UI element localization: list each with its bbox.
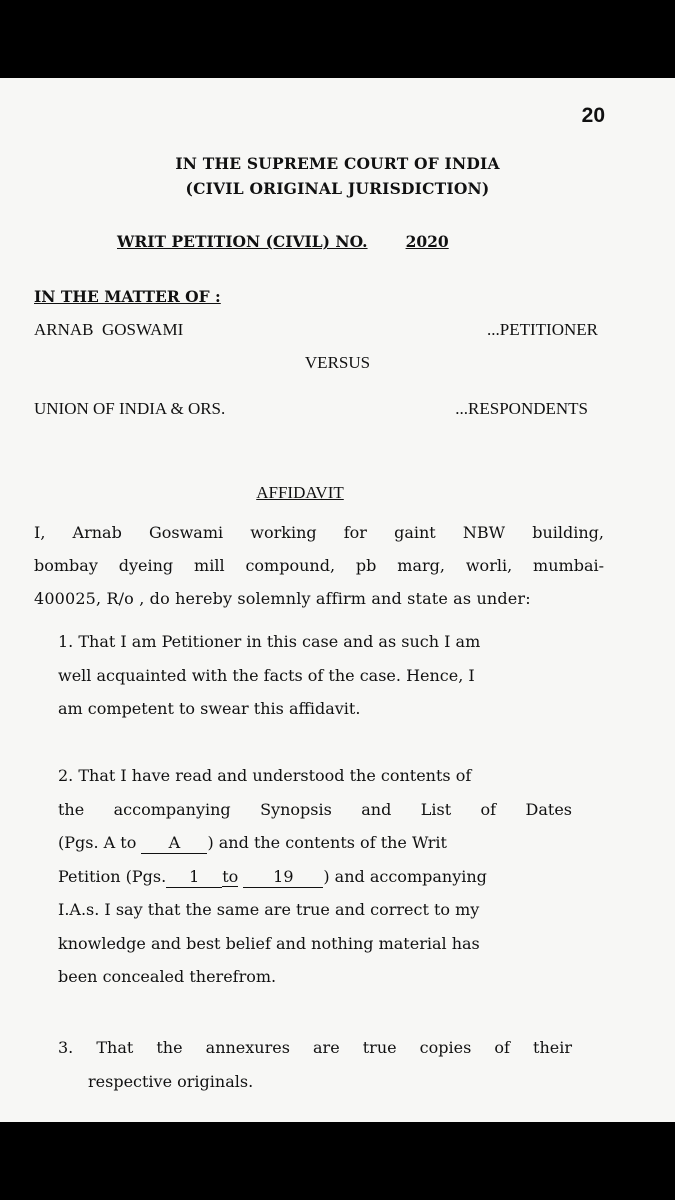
text-fragment: ) and accompanying [323, 866, 487, 886]
paragraph-line: the accompanying Synopsis and List of Dates [58, 799, 572, 819]
paragraph-1 [58, 625, 572, 726]
respondent-row [34, 399, 588, 419]
affidavit-heading: AFFIDAVIT [256, 483, 344, 502]
synopsis-page-blank: A [141, 833, 207, 854]
paragraph-line: 2. That I have read and understood the contents of [58, 766, 472, 785]
paragraph-line-synopsis-pages [58, 826, 572, 860]
respondent-role: ...RESPONDENTS [455, 399, 588, 418]
paragraph-line: respective originals. [88, 1071, 254, 1091]
paragraph-line: well acquainted with the facts of the case. Hence, I [58, 665, 475, 685]
court-name: IN THE SUPREME COURT OF INDIA [175, 154, 500, 173]
affidavit-intro [34, 516, 604, 615]
paragraph-line: been concealed therefrom. [58, 967, 277, 986]
petitioner-role: ...PETITIONER [487, 320, 598, 339]
text-fragment: Petition (Pgs. [58, 866, 167, 886]
petitioner-name: ARNAB GOSWAMI [34, 320, 184, 339]
intro-line: I, Arnab Goswami working for gaint NBW building, [34, 523, 604, 542]
text-fragment: (Pgs. A to [58, 833, 137, 852]
respondent-name: UNION OF INDIA & ORS. [34, 399, 226, 418]
paragraph-2 [58, 759, 572, 994]
writ-petition-number [117, 232, 449, 251]
writ-label: WRIT PETITION (CIVIL) NO. [117, 232, 368, 251]
paragraph-line: 1. That I am Petitioner in this case and as such I am [58, 632, 481, 651]
paragraph-line: knowledge and best belief and nothing material has [58, 933, 480, 953]
text-fragment: ) and the contents of the Writ [207, 833, 447, 852]
affidavit-page [0, 78, 675, 1122]
paragraph-line: I.A.s. I say that the same are true and correct to my [58, 900, 480, 919]
versus-label: VERSUS [304, 353, 371, 372]
paragraph-3 [58, 1031, 572, 1098]
petition-page-from-blank: 1 [166, 867, 222, 888]
writ-year: 2020 [405, 232, 449, 251]
court-jurisdiction: (CIVIL ORIGINAL JURISDICTION) [185, 179, 490, 198]
petition-page-to-blank: 19 [243, 867, 323, 888]
petitioner-row [34, 320, 598, 340]
paragraph-line-petition-pages [58, 860, 572, 894]
intro-line: 400025, R/o , do hereby solemnly affirm and state as under: [34, 589, 531, 608]
matter-heading: IN THE MATTER OF : [34, 287, 221, 306]
intro-line: bombay dyeing mill compound, pb marg, worli, mumbai- [34, 556, 604, 575]
page-number: 20 [581, 104, 605, 127]
paragraph-line: 3. That the annexures are true copies of their [58, 1038, 572, 1057]
text-fragment: to [222, 866, 239, 886]
paragraph-line: am competent to swear this affidavit. [58, 699, 361, 718]
